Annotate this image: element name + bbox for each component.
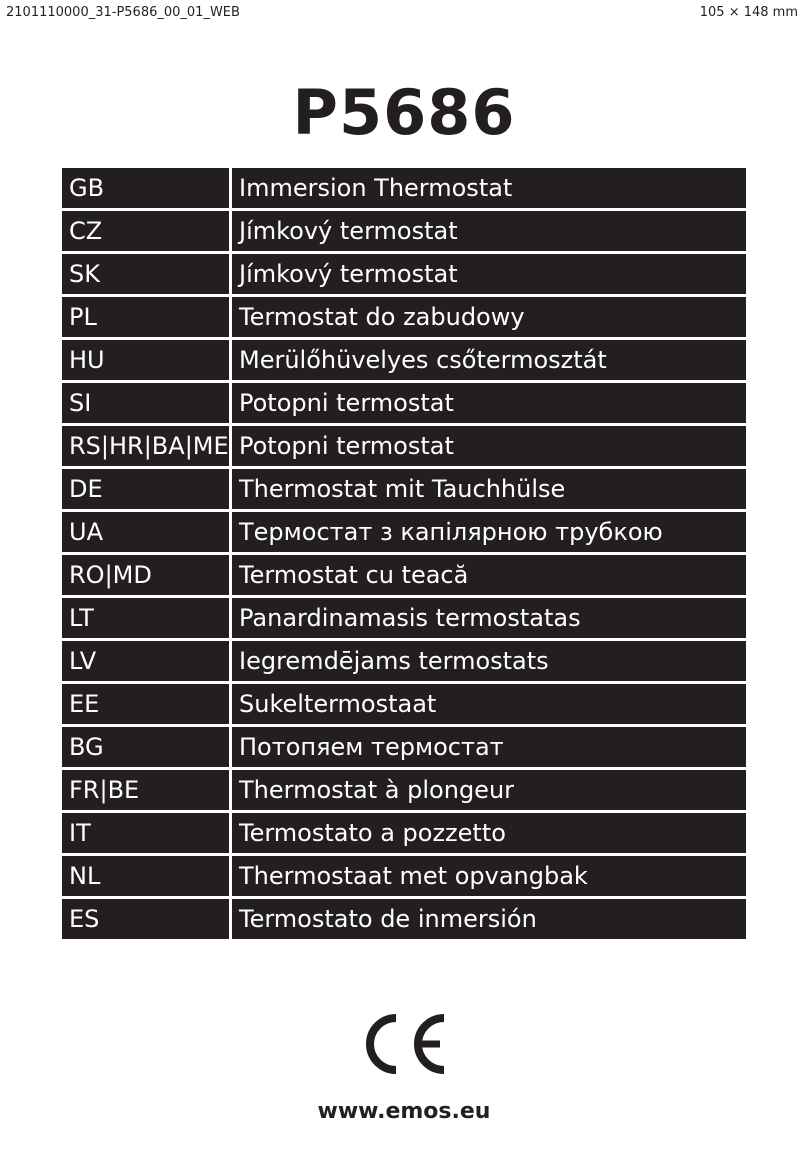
language-code: SK bbox=[62, 254, 232, 294]
product-name-translation: Thermostat mit Tauchhülse bbox=[232, 469, 746, 509]
language-code: UA bbox=[62, 512, 232, 552]
product-name-translation: Jímkový termostat bbox=[232, 211, 746, 251]
language-code: HU bbox=[62, 340, 232, 380]
product-name-translation: Thermostat à plongeur bbox=[232, 770, 746, 810]
language-row bbox=[62, 899, 746, 939]
language-table-body bbox=[62, 168, 746, 939]
language-row bbox=[62, 684, 746, 724]
language-code: LT bbox=[62, 598, 232, 638]
language-code: GB bbox=[62, 168, 232, 208]
language-row bbox=[62, 598, 746, 638]
language-row bbox=[62, 641, 746, 681]
website-link[interactable]: www.emos.eu bbox=[317, 1099, 491, 1124]
product-name-translation: Iegremdējams termostats bbox=[232, 641, 746, 681]
product-name-translation: Immersion Thermostat bbox=[232, 168, 746, 208]
product-name-translation: Termostat do zabudowy bbox=[232, 297, 746, 337]
product-name-translation: Sukeltermostaat bbox=[232, 684, 746, 724]
language-row bbox=[62, 727, 746, 767]
language-row bbox=[62, 383, 746, 423]
language-row bbox=[62, 168, 746, 208]
language-code: CZ bbox=[62, 211, 232, 251]
language-row bbox=[62, 856, 746, 896]
product-name-translation: Termostat cu teacă bbox=[232, 555, 746, 595]
language-row bbox=[62, 340, 746, 380]
language-code: EE bbox=[62, 684, 232, 724]
ce-mark-icon bbox=[360, 1012, 450, 1076]
product-name-translation: Merülőhüvelyes csőtermosztát bbox=[232, 340, 746, 380]
product-name-translation: Потопяем термостат bbox=[232, 727, 746, 767]
product-name-translation: Termostato de inmersión bbox=[232, 899, 746, 939]
language-row bbox=[62, 297, 746, 337]
language-code: RS|HR|BA|ME bbox=[62, 426, 232, 466]
language-row bbox=[62, 254, 746, 294]
file-id-label: 2101110000_31-P5686_00_01_WEB bbox=[6, 5, 240, 20]
language-row bbox=[62, 426, 746, 466]
language-code: BG bbox=[62, 727, 232, 767]
language-code: ES bbox=[62, 899, 232, 939]
language-row bbox=[62, 469, 746, 509]
product-name-translation: Термостат з капілярною трубкою bbox=[232, 512, 746, 552]
language-code: RO|MD bbox=[62, 555, 232, 595]
product-model-title: P5686 bbox=[292, 76, 516, 149]
language-code: DE bbox=[62, 469, 232, 509]
language-code: SI bbox=[62, 383, 232, 423]
language-table bbox=[62, 165, 746, 942]
language-code: FR|BE bbox=[62, 770, 232, 810]
product-name-translation: Potopni termostat bbox=[232, 426, 746, 466]
language-row bbox=[62, 211, 746, 251]
product-name-translation: Thermostaat met opvangbak bbox=[232, 856, 746, 896]
language-row bbox=[62, 555, 746, 595]
language-row bbox=[62, 512, 746, 552]
product-name-translation: Termostato a pozzetto bbox=[232, 813, 746, 853]
language-row bbox=[62, 813, 746, 853]
language-row bbox=[62, 770, 746, 810]
product-name-translation: Potopni termostat bbox=[232, 383, 746, 423]
product-name-translation: Jímkový termostat bbox=[232, 254, 746, 294]
language-code: NL bbox=[62, 856, 232, 896]
product-name-translation: Panardinamasis termostatas bbox=[232, 598, 746, 638]
language-code: PL bbox=[62, 297, 232, 337]
language-code: LV bbox=[62, 641, 232, 681]
language-code: IT bbox=[62, 813, 232, 853]
format-size-label: 105 × 148 mm bbox=[699, 5, 798, 20]
